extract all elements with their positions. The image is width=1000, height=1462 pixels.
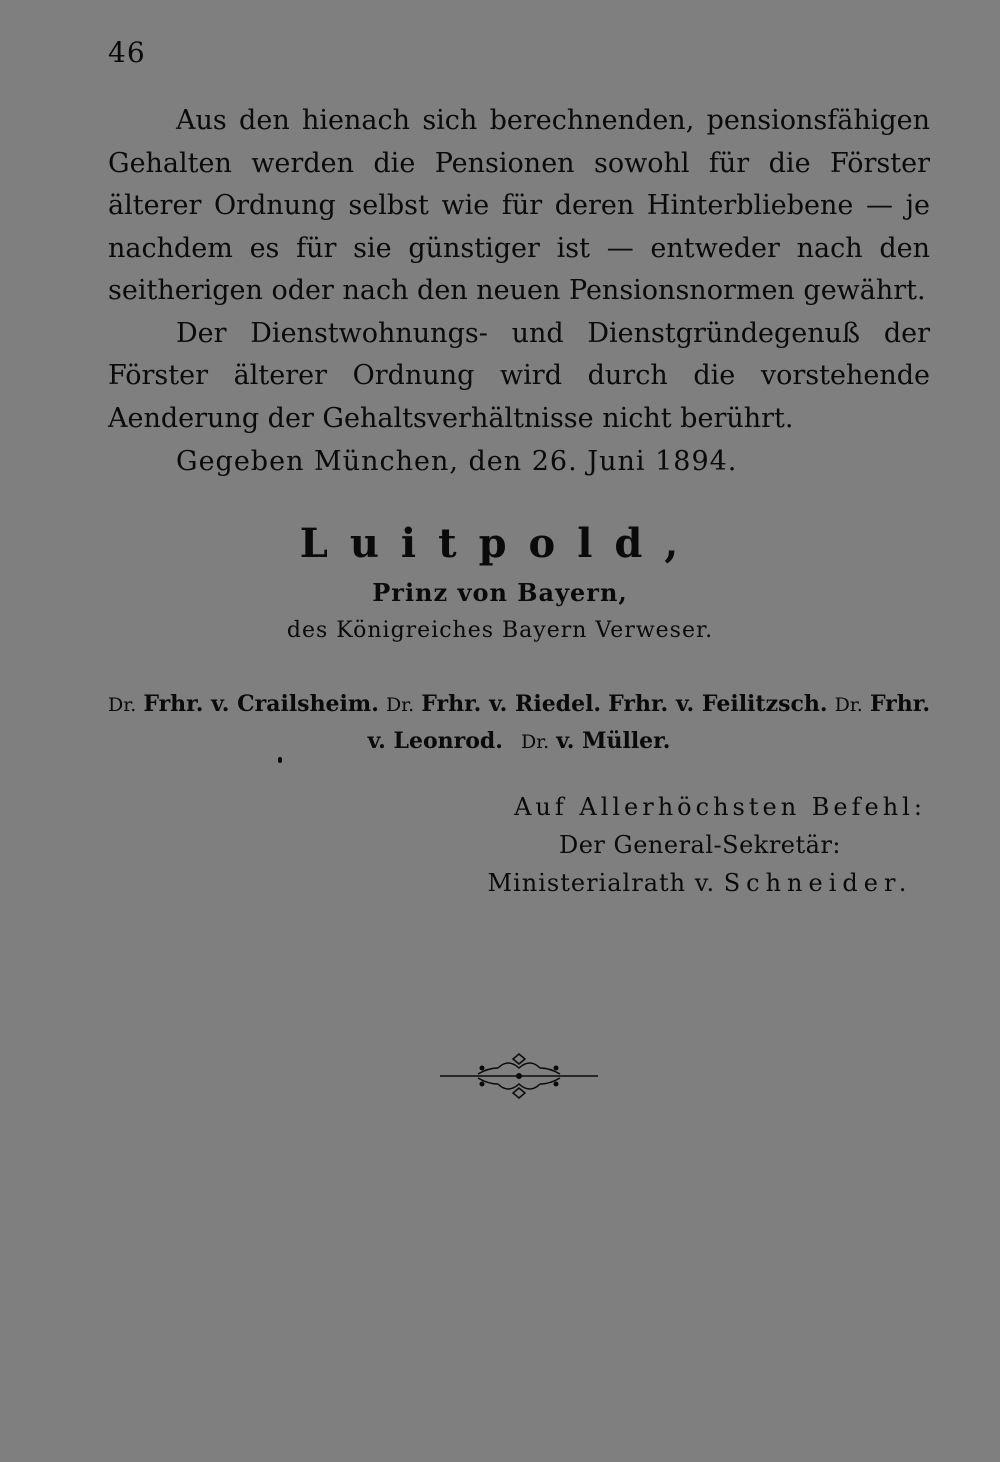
minister-leonrod-end: v. Leonrod. [367, 728, 503, 754]
dr-prefix: Dr. [834, 694, 863, 716]
minister-riedel [386, 692, 601, 717]
minister-name: v. Müller. [556, 728, 671, 754]
order-line-name [470, 864, 930, 902]
minister-leonrod-start [835, 692, 930, 717]
signatory-title: Prinz von Bayern, [372, 578, 628, 607]
minister-name: Frhr. v. Crailsheim. [143, 691, 379, 717]
secretary-name: Schneider. [723, 869, 913, 897]
order-line-secretary: Der General-Sekretär: [558, 831, 842, 859]
minister-feilitzsch: Frhr. v. Feilitzsch. [608, 691, 828, 717]
dr-prefix: Dr. [108, 694, 137, 716]
ministers-line-1 [108, 686, 930, 723]
minister-name: Frhr. v. Riedel. [421, 691, 602, 717]
minister-crailsheim [108, 692, 379, 717]
ministers-countersignatures [108, 686, 930, 760]
paragraph-pension-clause: Aus den hienach sich berechnenden, pensionsfähigen Gehalten werden die Pensionen sowohl für die Förster älterer Ordnung selbst wie für deren Hinterbliebene — je nachdem es für sie günstiger ist — entweder nach den seitherigen oder nach den neuen Pensionsnormen gewährt. [108, 105, 930, 306]
dr-prefix: Dr. [385, 694, 415, 716]
fleuron-ornament-icon [438, 1046, 600, 1102]
secretary-rank: Ministerialrath v. [487, 869, 716, 897]
body-text [108, 100, 930, 440]
order-attestation [470, 788, 930, 902]
order-line-command: Auf Allerhöchsten Befehl: [514, 793, 926, 821]
signatory-office: des Königreiches Bayern Verweser. [286, 618, 714, 643]
date-line: Gegeben München, den 26. Juni 1894. [176, 446, 738, 477]
ink-speck [278, 757, 282, 763]
paragraph-housing-clause: Der Dienstwohnungs- und Dienstgründegenuß der Förster älterer Ordnung wird durch die vorstehende Aenderung der Gehaltsverhältnisse nicht berührt. [108, 317, 930, 434]
minister-mueller [521, 729, 670, 754]
minister-name: Frhr. [869, 691, 930, 717]
dr-prefix: Dr. [520, 731, 550, 753]
signatory-name: Luitpold, [299, 520, 701, 567]
page-number: 46 [108, 36, 146, 69]
ministers-line-2 [108, 723, 930, 760]
